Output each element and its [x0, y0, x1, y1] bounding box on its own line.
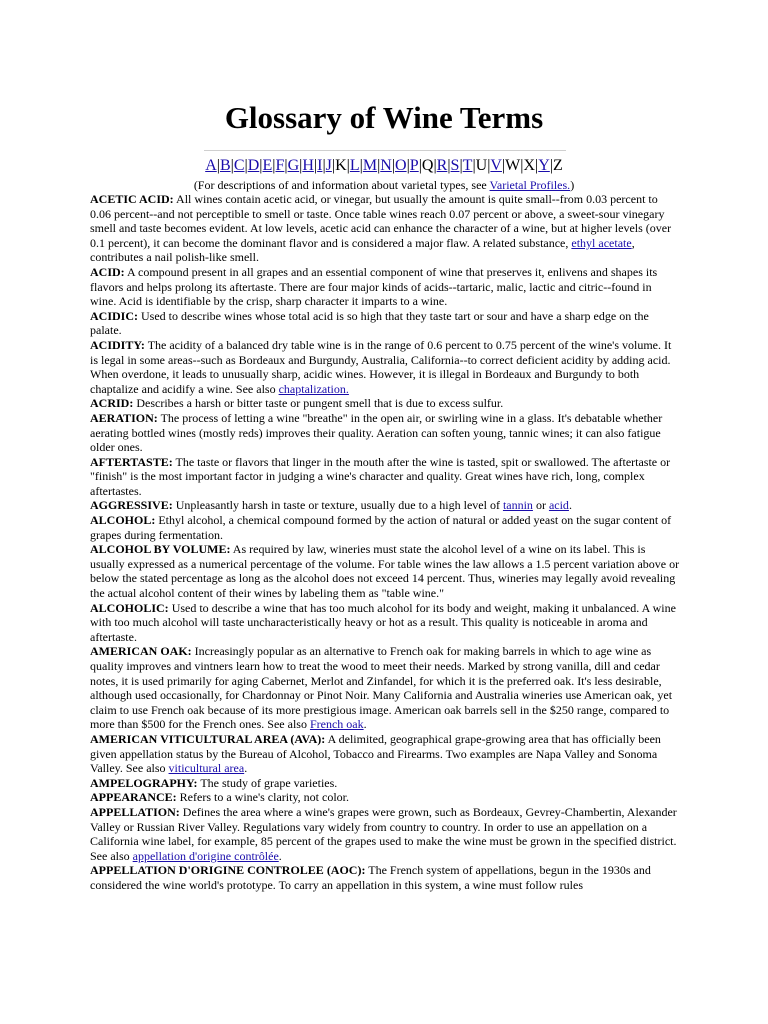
alphabet-letter-e[interactable]: E	[262, 157, 273, 174]
alphabet-letter-i[interactable]: I	[317, 157, 323, 174]
alphabet-separator: |	[391, 157, 396, 174]
alphabet-separator: |	[433, 157, 437, 174]
cross-reference-link[interactable]: appellation d'origine contrôlée	[132, 848, 279, 863]
glossary-body	[90, 192, 680, 893]
glossary-entry	[90, 265, 680, 309]
alphabet-separator: |	[346, 157, 350, 174]
alphabet-letter-g[interactable]: G	[287, 157, 300, 174]
alphabet-separator: |	[322, 157, 326, 174]
alphabet-separator: |	[331, 157, 336, 174]
glossary-term: AGGRESSIVE:	[90, 498, 173, 513]
alphabet-separator: |	[406, 157, 410, 174]
alphabet-separator: |	[216, 157, 220, 174]
varietal-profiles-link[interactable]: Varietal Profiles.	[489, 178, 571, 192]
alphabet-letter-l[interactable]: L	[349, 157, 360, 174]
alphabet-separator: |	[284, 157, 288, 174]
alphabet-separator: |	[535, 157, 539, 174]
definition-text: The process of letting a wine "breathe" in the open air, or swirling wine in a glass. It's debatable whether aerating bottled wines (mostly reds) improves their quality. Aeration can soften young, tannic wines; it can also fatigue older ones.	[90, 410, 663, 455]
alphabet-letter-c[interactable]: C	[233, 157, 245, 174]
alphabet-separator: |	[487, 157, 491, 174]
definition-text: Increasingly popular as an alternative to French oak for making barrels in which to age wine as quality improves and vintners learn how to treat the wood to meet their needs. Marked by strong vanilla, dill and cedar notes, it is used primarily for aging Cabernet, Merlot and Zinfandel, for which it is the preferred oak. It's less desirable, although used occasionally, for Chardonnay or Pinot Noir. Many California and Australia wineries use American oak, yet claim to use French oak because of its more prestigious image. American oak barrels sell in the $250 range, compared to more than $500 for the French ones. See also	[90, 644, 673, 732]
definition-text: .	[363, 717, 367, 732]
definition-text: .	[278, 848, 282, 863]
glossary-entry	[90, 455, 680, 499]
glossary-term: ALCOHOL BY VOLUME:	[90, 542, 231, 557]
alphabet-separator: |	[549, 157, 554, 174]
definition-text: A delimited, geographical grape-growing area that has officially been given appellation status by the Bureau of Alcohol, Tobacco and Firearms. Two examples are Napa Valley and Sonoma Valley. See also	[90, 731, 661, 776]
cross-reference-link[interactable]: French oak	[309, 717, 364, 732]
alphabet-letter-n[interactable]: N	[380, 157, 392, 174]
definition-text: or	[532, 498, 549, 513]
definition-text: A compound present in all grapes and an essential component of wine that preserves it, enlivens and shapes its flavors and helps prolong its aftertaste. There are four major kinds of acids--tartaric, malic, lactic and citric--found in wine. Acid is identifiable by the crisp, sharp character it imparts to a wine.	[90, 264, 658, 309]
glossary-term: AMERICAN OAK:	[90, 644, 192, 659]
definition-text: Ethyl alcohol, a chemical compound formed by the action of natural or added yeast on the sugar content of grapes during fermentation.	[90, 513, 672, 542]
alphabet-separator: |	[501, 157, 506, 174]
alphabet-nav	[0, 155, 768, 177]
alphabet-separator: |	[244, 157, 248, 174]
glossary-entry	[90, 338, 680, 396]
alphabet-letter-z: Z	[553, 157, 563, 174]
alphabet-letter-m[interactable]: M	[362, 157, 378, 174]
definition-text: The study of grape varieties.	[197, 775, 338, 790]
glossary-term: ALCOHOLIC:	[90, 600, 169, 615]
alphabet-separator: |	[418, 157, 422, 174]
definition-text: The French system of appellations, begun in the 1930s and considered the wine world's prototype. To carry an appellation in this system, a wine must follow rules	[90, 863, 651, 892]
glossary-entry	[90, 192, 680, 265]
cross-reference-link[interactable]: ethyl acetate	[571, 235, 632, 250]
alphabet-letter-u: U	[475, 157, 488, 174]
glossary-term: APPELLATION:	[90, 804, 180, 819]
glossary-entry	[90, 776, 680, 791]
glossary-entry	[90, 411, 680, 455]
alphabet-letter-k: K	[335, 157, 347, 174]
definition-text: Describes a harsh or bitter taste or pungent smell that is due to excess sulfur.	[133, 396, 504, 411]
alphabet-letter-s[interactable]: S	[450, 157, 460, 174]
title-divider	[204, 150, 566, 151]
alphabet-separator: |	[520, 157, 524, 174]
alphabet-separator: |	[230, 157, 234, 174]
cross-reference-link[interactable]: viticultural area	[168, 761, 245, 776]
glossary-term: AFTERTASTE:	[90, 454, 173, 469]
glossary-entry	[90, 309, 680, 338]
glossary-entry	[90, 542, 680, 600]
glossary-term: AMPELOGRAPHY:	[90, 775, 198, 790]
glossary-term: ACRID:	[90, 396, 134, 411]
alphabet-letter-x: X	[523, 157, 536, 174]
note-text-after: )	[570, 178, 575, 192]
alphabet-separator: |	[359, 157, 363, 174]
alphabet-separator: |	[259, 157, 263, 174]
glossary-term: ALCOHOL:	[90, 513, 156, 528]
definition-text: Defines the area where a wine's grapes were grown, such as Bordeaux, Gevrey-Chambertin, Alexander Valley or Russian River Valley. Regulations vary widely from country to country. In order to use an appellation on a California wine label, for example, 85 percent of the grapes used to make the wine must be grown in the specified district. See also	[90, 804, 677, 863]
alphabet-letter-p[interactable]: P	[409, 157, 419, 174]
definition-text: Used to describe wines whose total acid is so high that they taste tart or sour and have a sharp edge on the palate.	[90, 308, 649, 338]
alphabet-letter-w: W	[505, 157, 521, 174]
note-text-before: (For descriptions of and information about varietal types, see	[193, 178, 490, 192]
cross-reference-link[interactable]: chaptalization.	[278, 381, 349, 396]
alphabet-letter-h[interactable]: H	[302, 157, 314, 174]
alphabet-separator: |	[472, 157, 476, 174]
glossary-term: ACIDIC:	[90, 308, 138, 323]
definition-text: .	[568, 498, 572, 513]
alphabet-letter-d[interactable]: D	[247, 157, 260, 174]
alphabet-letter-v[interactable]: V	[490, 157, 502, 174]
definition-text: Used to describe a wine that has too much alcohol for its body and weight, making it unbalanced. A wine with too much alcohol will taste uncharacteristically heavy or hot as a result. This quality is noticeable in aroma and aftertaste.	[90, 600, 676, 644]
alphabet-letter-j[interactable]: J	[325, 157, 332, 174]
alphabet-letter-q: Q	[421, 157, 434, 174]
alphabet-separator: |	[272, 157, 276, 174]
glossary-entry	[90, 601, 680, 645]
varietal-note	[0, 178, 768, 193]
page-title: Glossary of Wine Terms	[224, 100, 544, 135]
alphabet-letter-b[interactable]: B	[219, 157, 231, 174]
glossary-entry	[90, 513, 680, 542]
definition-text: The taste or flavors that linger in the mouth after the wine is tasted, spit or swallowed. The aftertaste or "finish" is the most important factor in judging a wine's character and quality. Great wines have rich, long, complex aftertastes.	[90, 454, 671, 498]
glossary-entry	[90, 644, 680, 732]
glossary-term: APPELLATION D'ORIGINE CONTROLEE (AOC):	[90, 863, 366, 878]
alphabet-letter-f[interactable]: F	[275, 157, 285, 174]
alphabet-separator: |	[377, 157, 381, 174]
glossary-entry	[90, 863, 680, 892]
glossary-entry	[90, 790, 680, 805]
alphabet-letter-o[interactable]: O	[395, 157, 407, 174]
glossary-term: ACIDITY:	[90, 337, 145, 352]
alphabet-letter-y[interactable]: Y	[538, 157, 550, 174]
glossary-entry	[90, 498, 680, 513]
alphabet-letter-t[interactable]: T	[462, 157, 473, 174]
definition-text: Unpleasantly harsh in taste or texture, usually due to a high level of	[172, 498, 503, 513]
definition-text: .	[244, 761, 248, 776]
alphabet-letter-a[interactable]: A	[205, 157, 217, 174]
cross-reference-link[interactable]: tannin	[502, 498, 533, 513]
alphabet-separator: |	[299, 157, 303, 174]
alphabet-letter-r[interactable]: R	[436, 157, 448, 174]
glossary-term: AERATION:	[90, 410, 158, 425]
alphabet-separator: |	[459, 157, 463, 174]
definition-text: All wines contain acetic acid, or vinegar, but usually the amount is quite small--from 0.03 percent to 0.06 percent--and not perceptible to smell or taste. Once table wines reach 0.07 percent or above, a sweet-sour vinegary smell and taste becomes evident. At low levels, acetic acid can enhance the character of a wine, but at higher levels (over 0.1 percent), it can become the dominant flavor and is considered a major flaw. A related substance,	[90, 192, 672, 250]
definition-text: , contributes a nail polish-like smell.	[90, 235, 635, 265]
glossary-entry	[90, 732, 680, 776]
definition-text: The acidity of a balanced dry table wine is in the range of 0.6 percent to 0.75 percent of the wine's volume. It is legal in some areas--such as Bordeaux and Burgundy, Australia, California--to correct deficient acidity by adding acid. When overdone, it leads to unusually sharp, acidic wines. However, it is illegal in Bordeaux and Burgundy to both chaptalize and acidify a wine. See also	[90, 337, 672, 396]
glossary-entry	[90, 396, 680, 411]
definition-text: Refers to a wine's clarity, not color.	[176, 790, 350, 805]
alphabet-separator: |	[447, 157, 451, 174]
glossary-term: ACID:	[90, 264, 125, 279]
cross-reference-link[interactable]: acid	[548, 498, 569, 513]
glossary-term: ACETIC ACID:	[90, 192, 174, 206]
glossary-term: APPEARANCE:	[90, 790, 177, 805]
definition-text: As required by law, wineries must state the alcohol level of a wine on its label. This is usually expressed as a numerical percentage of the volume. For table wines the law allows a 1.5 percent variation above or below the stated percentage as long as the alcohol does not exceed 14 percent. Thus, wineries may legally avoid revealing the actual alcohol content of their wines by labeling them as "table wine."	[90, 542, 680, 601]
glossary-entry	[90, 805, 680, 863]
glossary-term: AMERICAN VITICULTURAL AREA (AVA):	[90, 731, 326, 746]
alphabet-separator: |	[313, 157, 318, 174]
